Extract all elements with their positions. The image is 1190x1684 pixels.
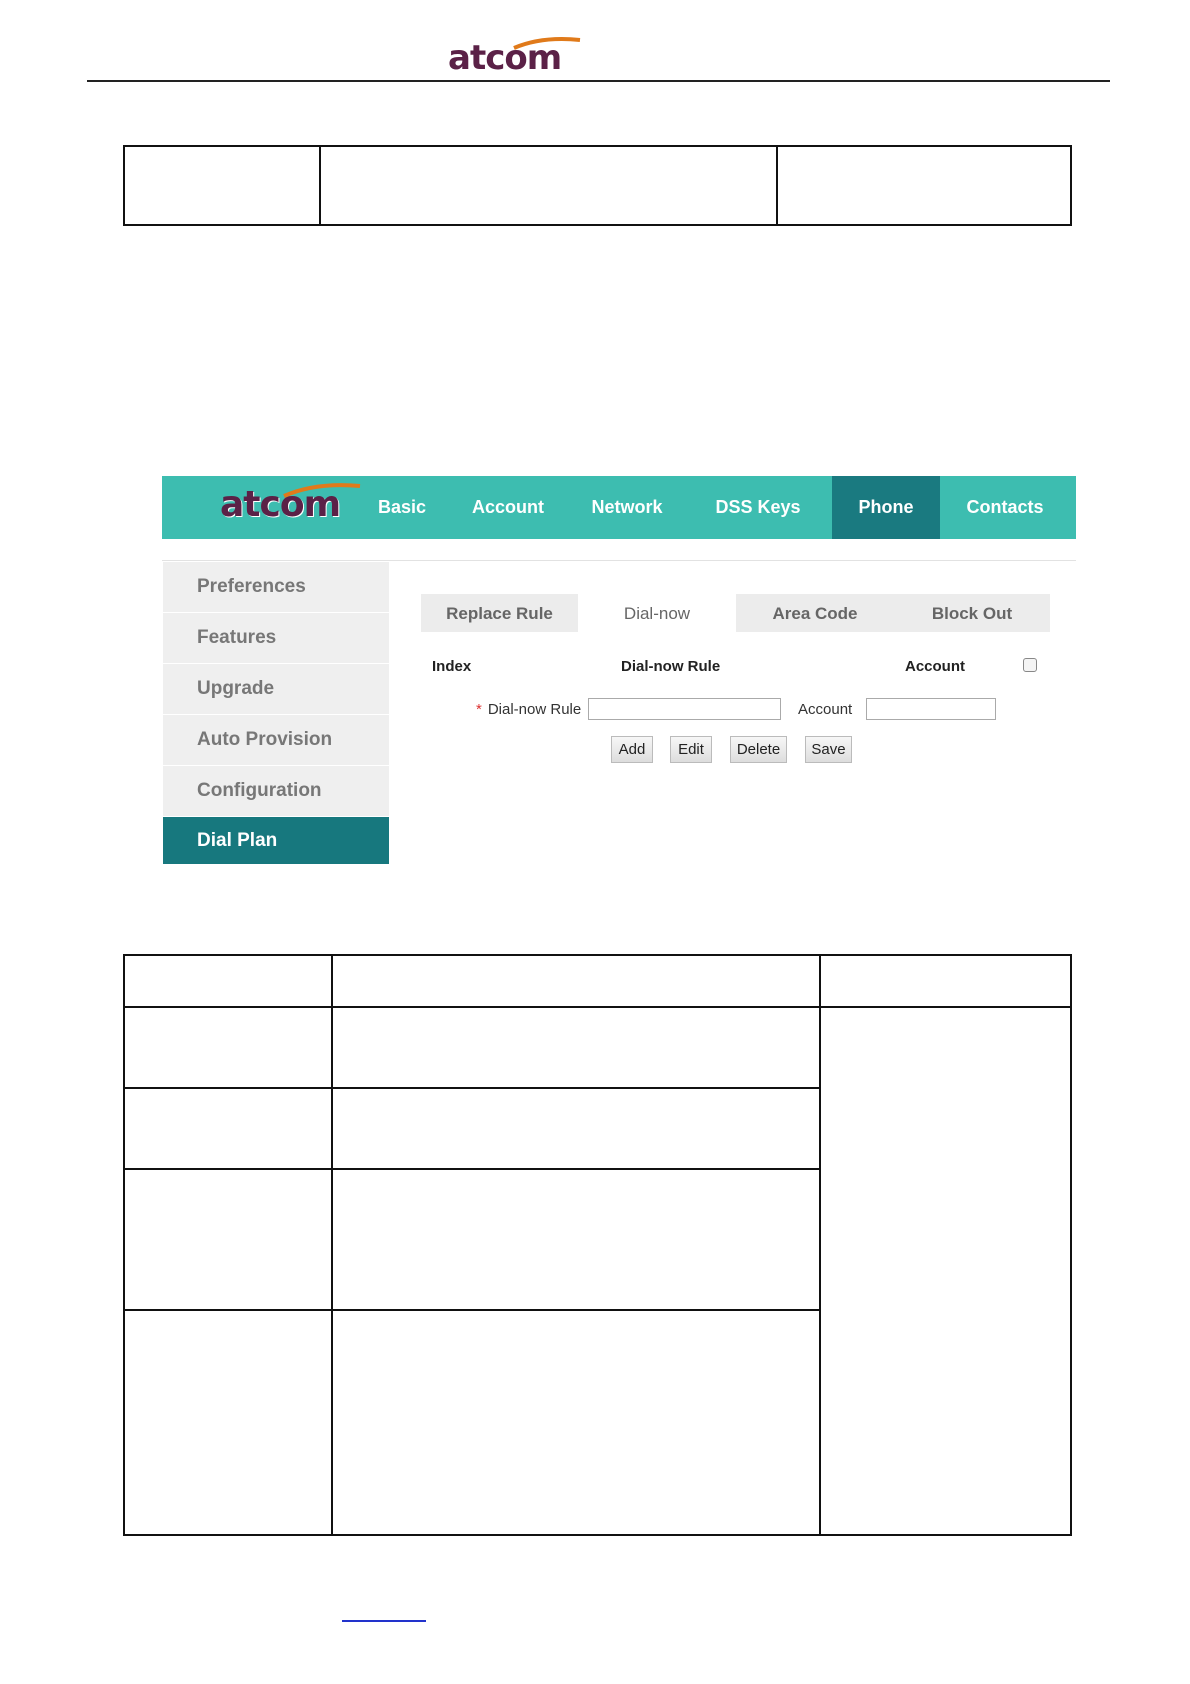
- dial-plan-tabs: [421, 594, 1050, 632]
- footer-link-underline[interactable]: [342, 1620, 426, 1622]
- content-divider: [162, 560, 1076, 561]
- table-row-divider: [125, 1309, 821, 1311]
- logo-swoosh-icon: [282, 482, 362, 498]
- nav-dss-keys[interactable]: DSS Keys: [715, 497, 801, 517]
- dial-now-rule-input[interactable]: [588, 698, 781, 720]
- dial-now-rule-label-text: Dial-now Rule: [487, 701, 582, 718]
- table-column-divider: [331, 956, 333, 1534]
- sidebar-item-preferences[interactable]: Preferences: [163, 562, 389, 613]
- parameter-table: [123, 954, 1072, 1536]
- column-header-account: Account: [905, 658, 965, 675]
- table-row-divider: [125, 1168, 821, 1170]
- sidebar-item-upgrade[interactable]: Upgrade: [163, 664, 389, 715]
- sidebar-item-auto-provision[interactable]: Auto Provision: [163, 715, 389, 766]
- delete-button[interactable]: Delete: [730, 736, 787, 763]
- sidebar-item-dial-plan[interactable]: Dial Plan: [163, 817, 389, 865]
- table-header-divider: [125, 1006, 1070, 1008]
- save-button[interactable]: Save: [805, 736, 852, 763]
- sidebar-item-configuration[interactable]: Configuration: [163, 766, 389, 817]
- add-button[interactable]: Add: [611, 736, 653, 763]
- tab-replace-rule[interactable]: Replace Rule: [446, 604, 553, 623]
- account-input[interactable]: [866, 698, 996, 720]
- document-logo-text: atcom: [448, 38, 562, 78]
- column-header-index: Index: [432, 658, 472, 675]
- edit-button[interactable]: Edit: [670, 736, 712, 763]
- header-divider: [87, 80, 1110, 82]
- sidebar: [163, 562, 389, 865]
- tab-area-code[interactable]: Area Code: [772, 604, 858, 623]
- nav-network[interactable]: Network: [591, 497, 663, 517]
- sidebar-item-features[interactable]: Features: [163, 613, 389, 664]
- nav-phone[interactable]: Phone: [832, 476, 940, 539]
- required-mark: *: [476, 701, 482, 718]
- nav-logo[interactable]: atcom: [220, 484, 341, 525]
- account-label: Account: [798, 701, 853, 718]
- table-column-divider: [319, 147, 321, 224]
- nav-account[interactable]: Account: [472, 497, 544, 517]
- column-header-dial-now-rule: Dial-now Rule: [621, 658, 721, 675]
- table-column-divider: [776, 147, 778, 224]
- logo-swoosh-icon: [512, 36, 582, 50]
- nav-contacts[interactable]: Contacts: [966, 497, 1044, 517]
- tab-dial-now[interactable]: Dial-now: [578, 594, 736, 632]
- nav-basic[interactable]: Basic: [377, 497, 427, 517]
- tab-block-out[interactable]: Block Out: [931, 604, 1013, 623]
- top-navigation: [162, 476, 1076, 539]
- top-table: [123, 145, 1072, 226]
- dial-now-rule-label: [476, 701, 581, 718]
- table-row-divider: [125, 1087, 821, 1089]
- web-ui-screenshot: [162, 476, 1076, 868]
- table-column-divider: [819, 956, 821, 1534]
- select-all-checkbox[interactable]: [1023, 658, 1037, 672]
